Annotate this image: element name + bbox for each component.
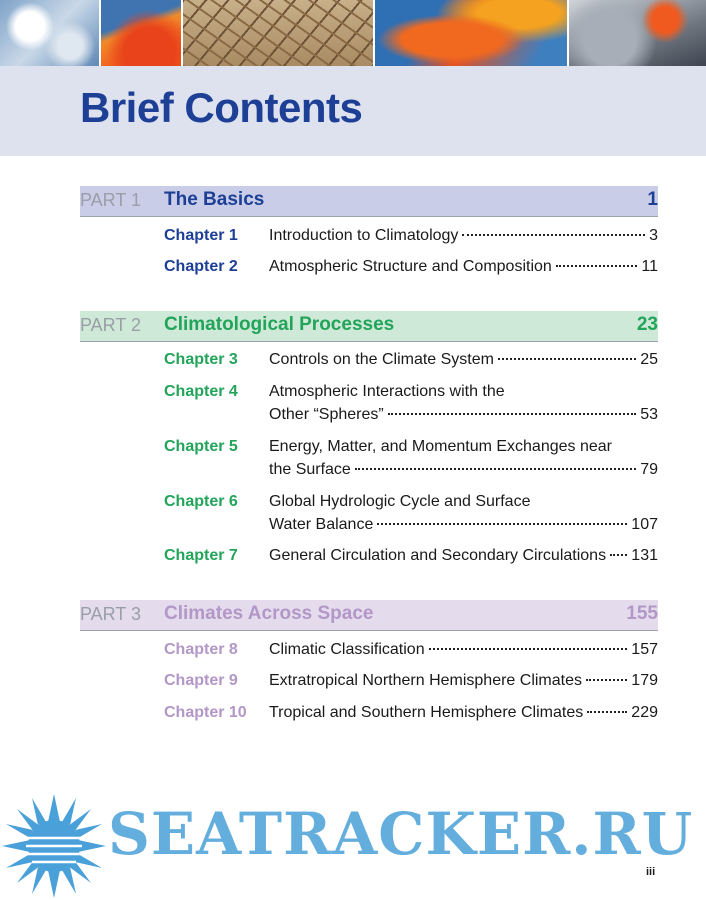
- chapter-page-number: 79: [640, 461, 658, 478]
- chapter-title-line-2: Water Balance: [269, 516, 374, 533]
- dot-leader: [498, 358, 636, 360]
- part-divider-line: [80, 216, 658, 217]
- chapter-page-number: 179: [631, 672, 658, 689]
- chapter-page-number: 107: [631, 516, 658, 533]
- part-label: PART 2: [80, 315, 142, 335]
- chapter-page-number: 11: [641, 258, 658, 275]
- chapter-title-line-1: Global Hydrologic Cycle and Surface: [269, 493, 531, 510]
- chapter-page-number: 157: [631, 641, 658, 658]
- part-title: Climatological Processes: [164, 314, 395, 335]
- sun-logo-icon: [0, 792, 108, 900]
- part-divider-line: [80, 630, 658, 631]
- banner-divider: [99, 0, 101, 66]
- banner-divider: [567, 0, 569, 66]
- chapter-title-line-1: Energy, Matter, and Momentum Exchanges near: [269, 438, 612, 455]
- banner-image-temperature-map: [100, 0, 182, 66]
- chapter-label: Chapter 4: [164, 383, 238, 400]
- chapter-label: Chapter 6: [164, 493, 238, 510]
- part-page-number: 155: [626, 603, 658, 624]
- part-page-number: 23: [636, 314, 658, 335]
- chapter-label: Chapter 5: [164, 438, 238, 455]
- banner-divider: [373, 0, 375, 66]
- dot-leader: [586, 679, 627, 681]
- chapter-label: Chapter 3: [164, 351, 238, 368]
- banner-image-clouds: [569, 0, 706, 66]
- chapter-title-line-2: the Surface: [269, 461, 351, 478]
- page-title: Brief Contents: [80, 84, 363, 131]
- chapter-title: Atmospheric Structure and Composition: [269, 258, 552, 275]
- chapter-label: Chapter 9: [164, 672, 238, 689]
- chapter-page-number: 131: [631, 547, 658, 564]
- chapter-title: Tropical and Southern Hemisphere Climates: [269, 704, 584, 721]
- watermark: [0, 790, 706, 900]
- chapter-page-number: 3: [649, 227, 658, 244]
- watermark-text: SEATRACKER.RU: [108, 800, 694, 868]
- chapter-page-number: 25: [640, 351, 658, 368]
- chapter-title: General Circulation and Secondary Circulations: [269, 547, 607, 564]
- page-number: iii: [646, 866, 656, 878]
- part-divider-line: [80, 341, 658, 342]
- chapter-label: Chapter 1: [164, 227, 238, 244]
- dot-leader: [377, 523, 627, 525]
- part-header-3: [80, 600, 658, 630]
- chapter-label: Chapter 7: [164, 547, 238, 564]
- dot-leader: [556, 265, 638, 267]
- part-label: PART 1: [80, 190, 142, 210]
- header-photo-banner: [0, 0, 706, 66]
- chapter-page-number: 229: [631, 704, 658, 721]
- part-label: PART 3: [80, 604, 142, 624]
- chapter-title: Controls on the Climate System: [269, 351, 494, 368]
- dot-leader: [388, 413, 636, 415]
- chapter-title: Extratropical Northern Hemisphere Climates: [269, 672, 582, 689]
- banner-image-africa-map: [374, 0, 567, 66]
- banner-divider: [181, 0, 183, 66]
- dot-leader: [355, 468, 636, 470]
- chapter-title-line-2: Other “Spheres”: [269, 406, 384, 423]
- part-title: Climates Across Space: [164, 603, 374, 624]
- part-title: The Basics: [164, 189, 265, 210]
- chapter-label: Chapter 8: [164, 641, 238, 658]
- chapter-title: Climatic Classification: [269, 641, 425, 658]
- chapter-label: Chapter 10: [164, 704, 247, 721]
- banner-image-cracked-earth: [182, 0, 374, 66]
- dot-leader: [462, 234, 645, 236]
- part-header-2: [80, 311, 658, 341]
- chapter-label: Chapter 2: [164, 258, 238, 275]
- dot-leader: [610, 554, 627, 556]
- part-page-number: 1: [647, 189, 658, 210]
- chapter-title: Introduction to Climatology: [269, 227, 459, 244]
- chapter-page-number: 53: [640, 406, 658, 423]
- dot-leader: [429, 648, 628, 650]
- part-header-1: [80, 186, 658, 216]
- chapter-title-line-1: Atmospheric Interactions with the: [269, 383, 505, 400]
- dot-leader: [587, 711, 627, 713]
- banner-image-snow: [0, 0, 100, 66]
